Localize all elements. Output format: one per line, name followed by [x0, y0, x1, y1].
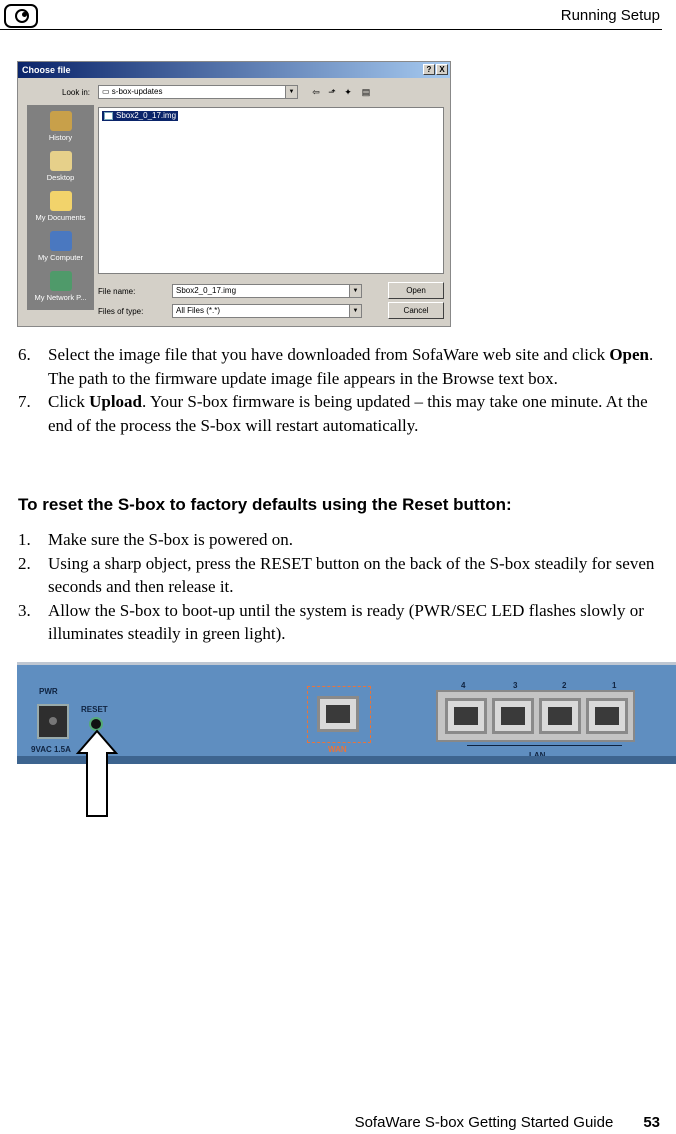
wan-label: WAN: [328, 745, 347, 754]
desktop-icon: [50, 151, 72, 171]
lan-port: [586, 698, 628, 734]
list-item: 1. Make sure the S-box is powered on.: [18, 530, 294, 549]
lan-port: [492, 698, 534, 734]
folder-icon: ▭: [102, 87, 112, 96]
chevron-down-icon: ▼: [349, 285, 361, 297]
chevron-down-icon: ▼: [349, 305, 361, 317]
wan-port: [317, 696, 359, 732]
up-folder-icon[interactable]: ⬏: [328, 87, 336, 97]
place-my-computer[interactable]: My Computer: [27, 231, 94, 262]
port-number: 3: [513, 681, 518, 690]
new-folder-icon[interactable]: ✦: [344, 87, 352, 97]
pwr-label: PWR: [39, 687, 58, 696]
sofaware-logo: [4, 4, 38, 28]
lan-port-block: [436, 690, 635, 742]
port-number: 1: [612, 681, 617, 690]
back-icon[interactable]: ⇦: [312, 87, 320, 97]
look-in-label: Look in:: [62, 88, 91, 97]
list-item: 7. Click Upload. Your S-box firmware is being updated – this may take one minute. At the end of the process the S-box will restart automatically.: [18, 392, 648, 435]
page-footer: [355, 1114, 660, 1131]
open-button[interactable]: Open: [388, 282, 444, 299]
network-icon: [50, 271, 72, 291]
running-header: Running Setup: [560, 7, 660, 24]
close-button[interactable]: X: [436, 64, 448, 75]
place-desktop[interactable]: Desktop: [27, 151, 94, 182]
page-number: 53: [643, 1114, 660, 1131]
place-history[interactable]: History: [27, 111, 94, 142]
list-item: 6. Select the image file that you have downloaded from SofaWare web site and click Open. The path to the firmware update image file appears in the Browse text box.: [18, 345, 654, 388]
place-my-network[interactable]: My Network P...: [27, 271, 94, 302]
section-heading: To reset the S-box to factory defaults using the Reset button:: [18, 495, 512, 514]
place-my-documents[interactable]: My Documents: [27, 191, 94, 222]
choose-file-dialog: [17, 61, 451, 327]
file-name-label: File name:: [98, 287, 136, 296]
file-type-select[interactable]: All Files (*.*) ▼: [172, 304, 362, 318]
file-type-label: Files of type:: [98, 307, 144, 316]
look-in-select[interactable]: ▭ s-box-updates ▼: [98, 85, 298, 99]
reset-label: RESET: [81, 705, 108, 714]
lan-bracket: [467, 745, 622, 746]
up-arrow-icon: [75, 729, 119, 819]
voltage-label: 9VAC 1.5A: [31, 745, 71, 754]
file-name-input[interactable]: Sbox2_0_17.img ▼: [172, 284, 362, 298]
help-button[interactable]: ?: [423, 64, 435, 75]
chevron-down-icon: ▼: [285, 86, 297, 98]
lan-port: [539, 698, 581, 734]
reset-steps: [18, 528, 674, 646]
firmware-steps: [18, 343, 674, 437]
list-item: 2. Using a sharp object, press the RESET button on the back of the S-box steadily for seven seconds and then release it.: [18, 553, 655, 596]
view-menu-icon[interactable]: ▤: [361, 87, 371, 97]
footer-guide-title: SofaWare S-box Getting Started Guide: [354, 1114, 614, 1131]
port-number: 2: [562, 681, 567, 690]
power-jack: [37, 704, 69, 739]
header-rule: [0, 29, 662, 30]
file-item[interactable]: Sbox2_0_17.img: [102, 111, 178, 121]
dialog-title: Choose file: [18, 62, 450, 78]
file-list[interactable]: [98, 107, 444, 274]
port-number: 4: [461, 681, 466, 690]
places-bar: [27, 105, 94, 310]
cancel-button[interactable]: Cancel: [388, 302, 444, 319]
lan-port: [445, 698, 487, 734]
documents-folder-icon: [50, 191, 72, 211]
history-icon: [50, 111, 72, 131]
list-item: 3. Allow the S-box to boot-up until the system is ready (PWR/SEC LED flashes slowly or illuminates steadily in green light).: [18, 600, 644, 643]
computer-icon: [50, 231, 72, 251]
